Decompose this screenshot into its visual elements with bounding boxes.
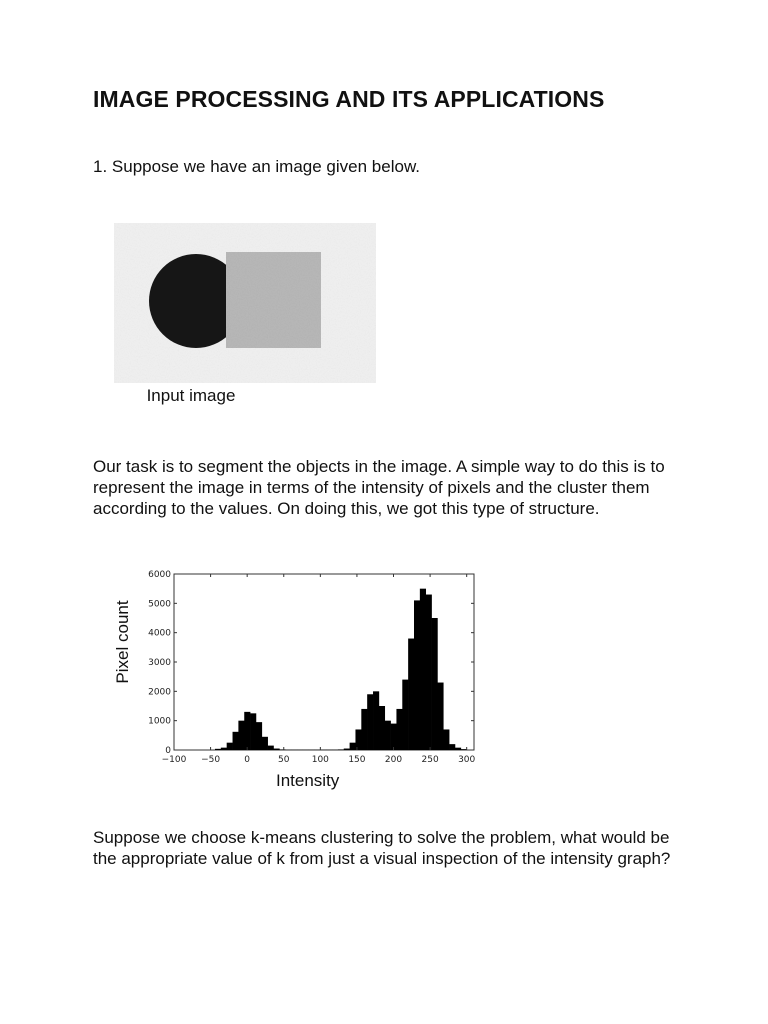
histogram-bar xyxy=(402,680,408,750)
histogram-bar xyxy=(262,737,268,750)
y-tick-label: 3000 xyxy=(148,658,171,668)
x-tick-label: −50 xyxy=(201,755,221,765)
x-tick-label: 150 xyxy=(348,755,366,765)
x-tick-label: 200 xyxy=(384,755,403,765)
histogram-bar xyxy=(367,694,373,750)
histogram-bar xyxy=(432,618,438,750)
y-axis-label: Pixel count xyxy=(113,600,132,684)
histogram-bar xyxy=(268,746,274,750)
histogram-bar xyxy=(449,744,455,750)
histogram-svg xyxy=(108,562,480,802)
histogram-bar xyxy=(420,589,426,750)
page-title: IMAGE PROCESSING AND ITS APPLICATIONS xyxy=(93,86,605,112)
histogram-bar xyxy=(338,749,344,750)
histogram-bar xyxy=(233,732,239,750)
x-tick-label: 0 xyxy=(244,755,251,765)
histogram-bar xyxy=(414,600,420,750)
histogram-bar xyxy=(408,639,414,750)
histogram-bar xyxy=(391,724,397,750)
x-tick-label: 100 xyxy=(311,755,329,765)
paragraph-task: Our task is to segment the objects in the image. A simple way to do this is to represent the image in terms of the intensity of pixels and the cluster them according to the values. On doing this, we got this type of structure. xyxy=(93,457,665,518)
x-tick-label: 250 xyxy=(421,755,439,765)
input-image-figure xyxy=(114,223,376,383)
y-tick-label: 1000 xyxy=(148,716,171,727)
histogram-bar xyxy=(256,722,262,750)
histogram-bar xyxy=(443,729,449,750)
histogram-bar xyxy=(244,712,250,750)
histogram-bar xyxy=(227,743,233,750)
y-tick-label: 6000 xyxy=(148,570,171,580)
paragraph-question: Suppose we choose k-means clustering to solve the problem, what would be the appropriate value of k from just a visual inspection of the intensity graph? xyxy=(93,828,671,868)
histogram-bar xyxy=(396,709,402,750)
histogram-bar xyxy=(355,729,361,750)
histogram-bar xyxy=(361,709,367,750)
histogram-bar xyxy=(437,683,443,750)
y-tick-label: 2000 xyxy=(148,687,171,698)
histogram-bar xyxy=(344,749,350,750)
histogram-bar xyxy=(426,595,432,750)
histogram-bar xyxy=(379,706,385,750)
x-tick-label: 300 xyxy=(458,755,476,765)
histogram-bar xyxy=(250,713,256,750)
histogram-bar xyxy=(455,748,461,750)
histogram-bar xyxy=(385,721,391,750)
y-tick-label: 5000 xyxy=(148,599,171,610)
gray-square-object xyxy=(226,252,321,348)
histogram-bar xyxy=(215,749,221,750)
histogram-bar xyxy=(238,721,244,750)
x-tick-label: −100 xyxy=(161,755,187,765)
histogram-bar xyxy=(274,749,280,750)
histogram-bar xyxy=(373,691,379,750)
y-tick-label: 0 xyxy=(165,746,171,756)
y-tick-label: 4000 xyxy=(148,628,171,639)
x-tick-label: 50 xyxy=(278,755,290,765)
x-axis-label: Intensity xyxy=(276,771,340,790)
question-1-text: 1. Suppose we have an image given below. xyxy=(93,157,421,176)
histogram-bar xyxy=(279,749,285,750)
histogram-bar xyxy=(350,743,356,750)
input-image-caption: Input image xyxy=(146,386,236,405)
histogram-bar xyxy=(221,748,227,750)
histogram-bar xyxy=(461,749,467,750)
intensity-histogram xyxy=(108,562,480,802)
